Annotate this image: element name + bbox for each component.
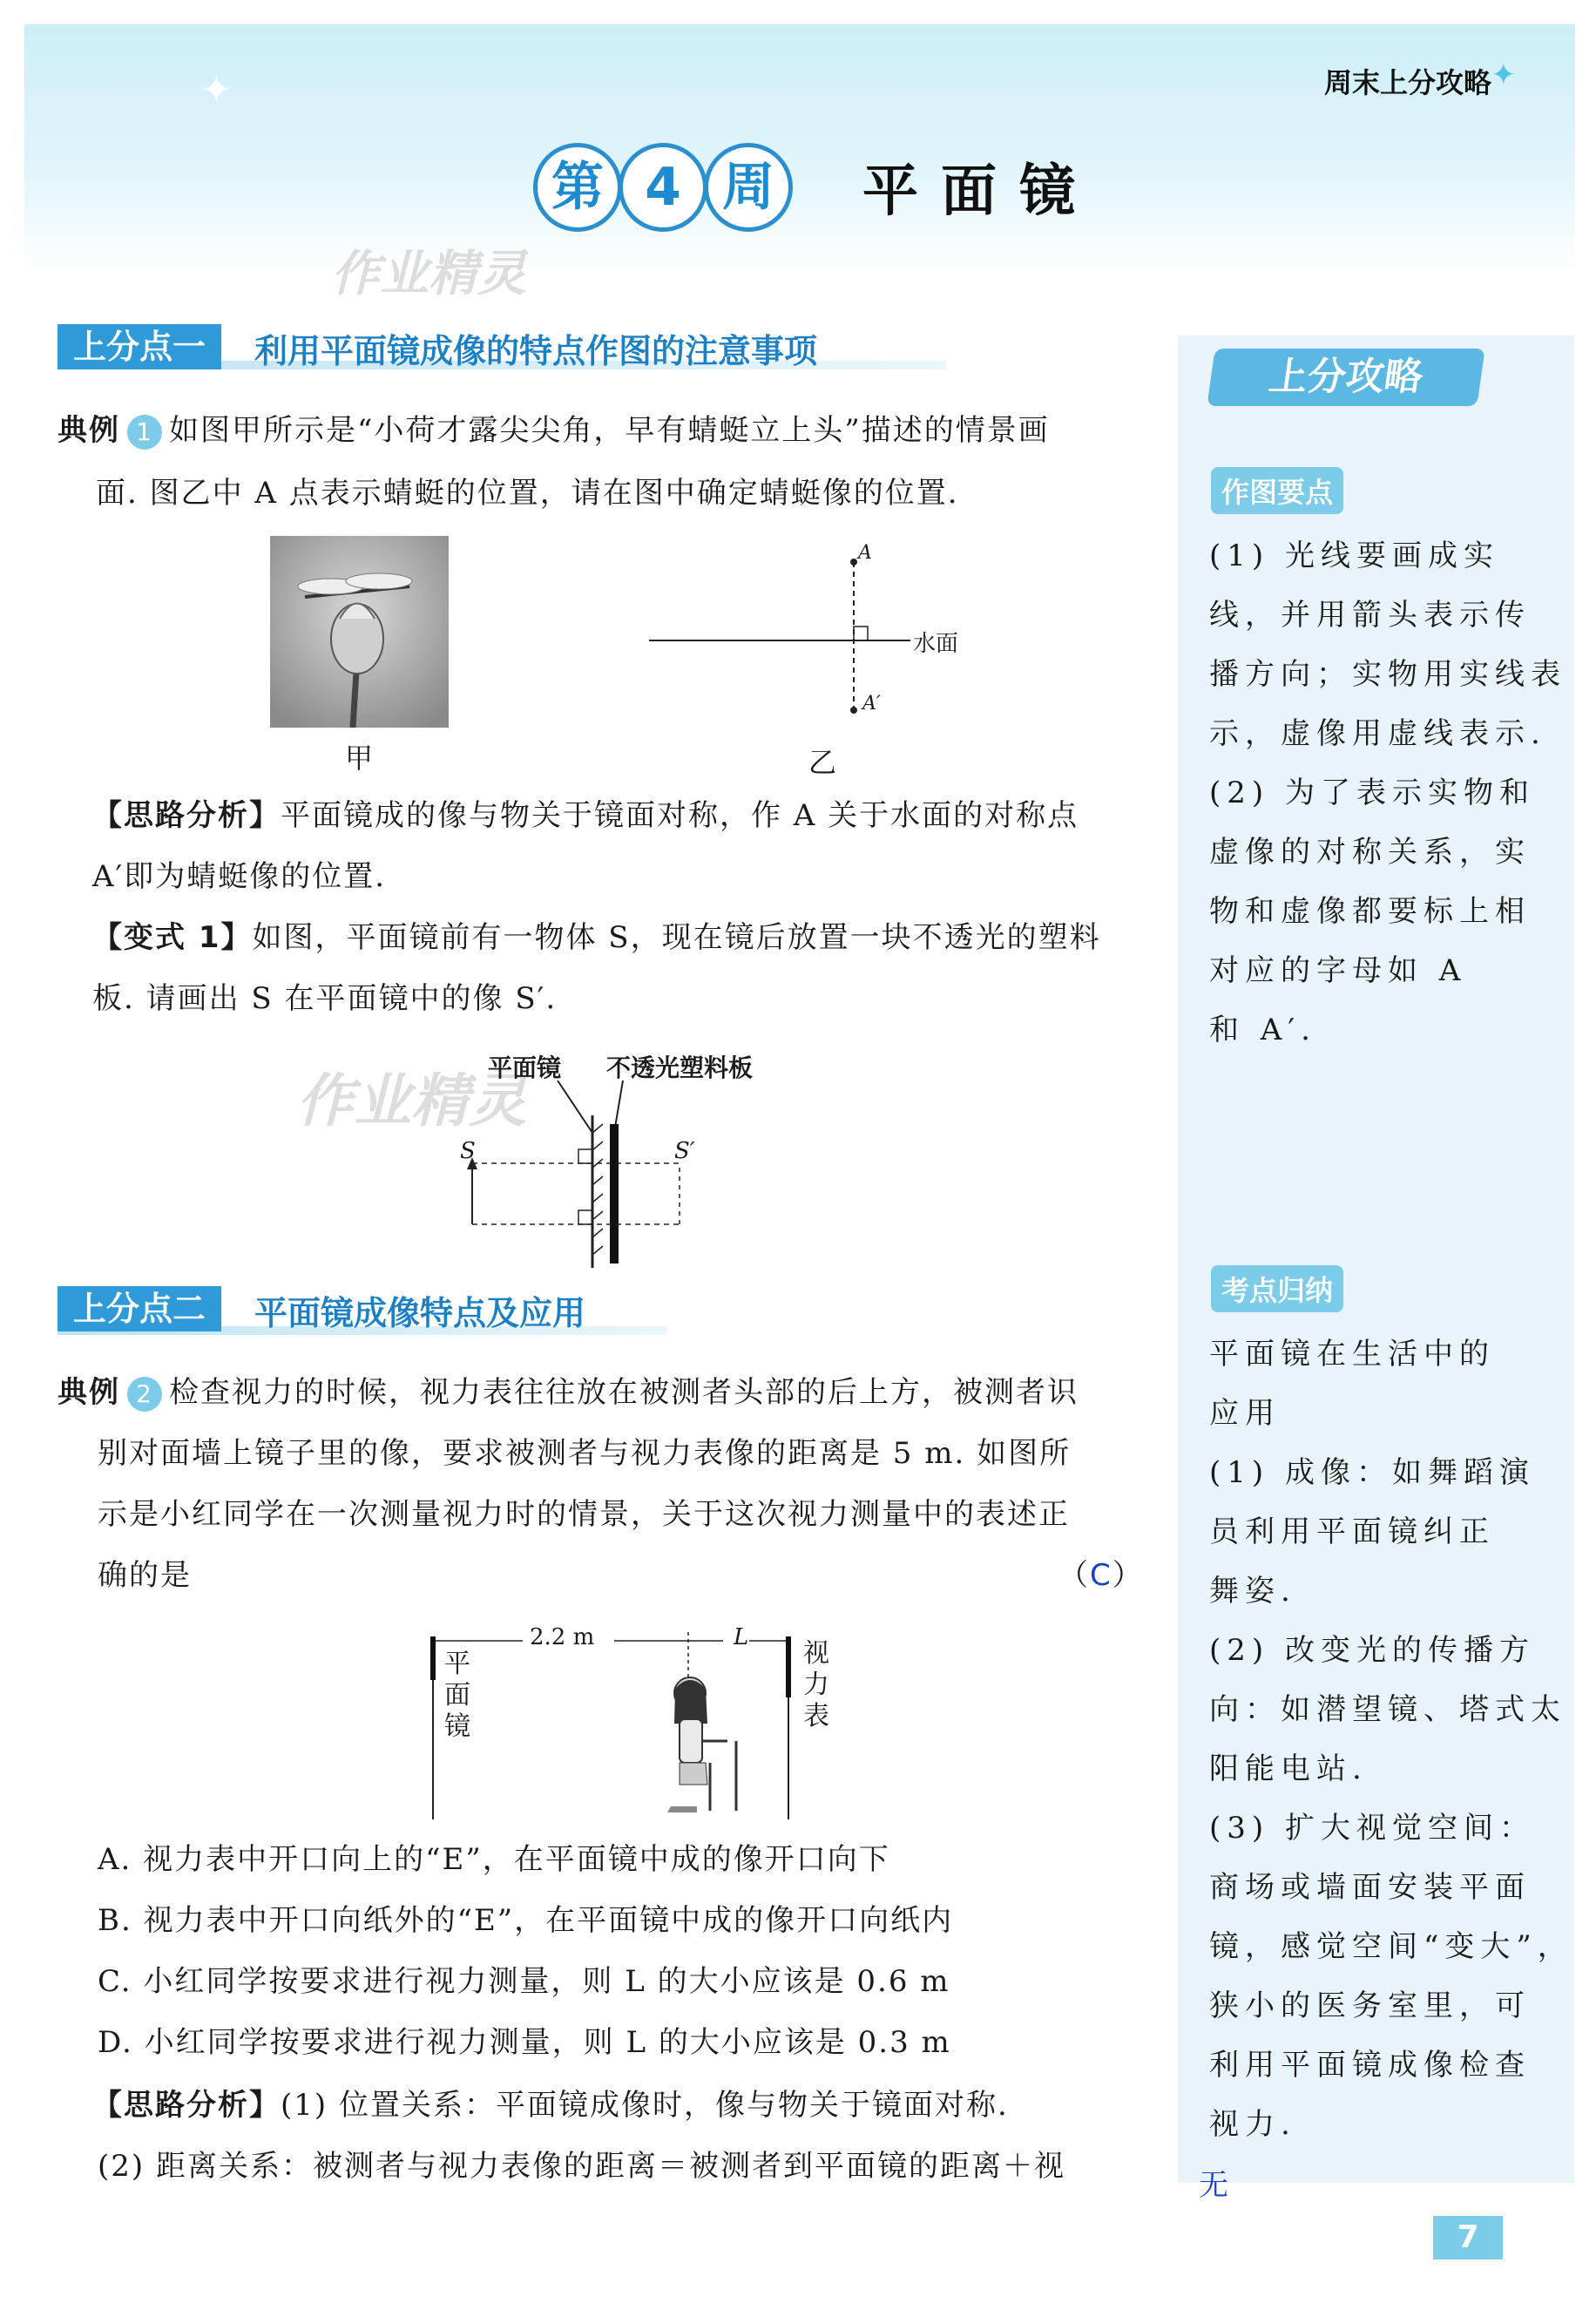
- analysis-text: 平面镜成的像与物关于镜面对称，作 A 关于水面的对称点: [281, 798, 1079, 833]
- answer-value: C: [1090, 1558, 1112, 1593]
- example2-line1: [57, 1361, 1079, 1424]
- sidebar-line: 视力.: [1209, 2107, 1296, 2142]
- sidebar-line: 舞姿.: [1209, 1574, 1296, 1609]
- sidebar-line: 员利用平面镜纠正: [1209, 1514, 1495, 1549]
- analysis-label: 【思路分析】: [92, 798, 281, 833]
- watermark: 作业精灵: [331, 246, 526, 302]
- example2-number: 2: [127, 1377, 162, 1412]
- sidebar-line: 向：如潜望镜、塔式太: [1209, 1692, 1566, 1727]
- example2-line2: 别对面墙上镜子里的像，要求被测者与视力表像的距离是 5 m. 如图所: [98, 1436, 1072, 1471]
- section1-tag: 上分点一: [57, 324, 221, 369]
- option-a: A. 视力表中开口向上的“E”，在平面镜中成的像开口向下: [98, 1842, 890, 1877]
- option-b: B. 视力表中开口向纸外的“E”，在平面镜中成的像开口向纸内: [98, 1903, 954, 1938]
- week-number-circle: 4: [619, 143, 707, 232]
- variant1-line1: [92, 906, 1101, 969]
- analysis1-line2: A′即为蜻蜓像的位置.: [92, 859, 387, 894]
- sidebar-line: (2) 改变光的传播方: [1209, 1633, 1535, 1668]
- distance-label: 2.2 m: [530, 1624, 595, 1650]
- sidebar-line: 播方向；实物用实线表: [1209, 657, 1566, 692]
- example-number: 1: [127, 415, 162, 450]
- sidebar-line: 狭小的医务室里，可: [1209, 1988, 1531, 2023]
- star-icon: ✦: [1491, 58, 1516, 92]
- sidebar-line: 对应的字母如 A: [1209, 953, 1467, 988]
- example2-label: 典例: [57, 1375, 120, 1410]
- week-prefix-circle: 第: [533, 143, 622, 232]
- example-text: 如图甲所示是“小荷才露尖尖角，早有蜻蜓立上头”描述的情景画: [169, 413, 1050, 448]
- brand-label: 周末上分攻略: [1323, 66, 1491, 99]
- handwritten-mark: 无: [1199, 2168, 1228, 2203]
- mirror-vertical-label: 平面镜: [444, 1649, 470, 1742]
- sidebar-tag-drawing-points: 作图要点: [1211, 467, 1343, 514]
- sidebar-block2: [1209, 1324, 1573, 2154]
- section2-tag: 上分点二: [57, 1286, 221, 1331]
- sparkle-icon: ✦: [200, 68, 233, 112]
- sidebar-line: 商场或墙面安装平面: [1209, 1870, 1531, 1905]
- variant1-line2: 板. 请画出 S 在平面镜中的像 S′.: [92, 981, 558, 1016]
- mirror-label: 平面镜: [488, 1053, 562, 1082]
- sidebar-line: 物和虚像都要标上相: [1209, 894, 1531, 929]
- example1-line2: 面. 图乙中 A 点表示蜻蜓的位置，请在图中确定蜻蜓像的位置.: [96, 476, 959, 511]
- analysis2-line1: [92, 2074, 1009, 2137]
- water-surface-label: 水面: [913, 631, 959, 657]
- sidebar-line: 示，虚像用虚线表示.: [1209, 716, 1546, 751]
- analysis1-line1: [92, 784, 1079, 847]
- sidebar-line: (2) 为了表示实物和: [1209, 776, 1535, 810]
- option-c: C. 小红同学按要求进行视力测量，则 L 的大小应该是 0.6 m: [98, 1964, 950, 1999]
- sidebar-line: 平面镜在生活中的: [1209, 1337, 1495, 1372]
- sidebar-line: (1) 成像：如舞蹈演: [1209, 1455, 1535, 1490]
- mirror-board-diagram: [453, 1081, 714, 1272]
- analysis2-text: (1) 位置关系：平面镜成像时，像与物关于镜面对称.: [281, 2088, 1009, 2123]
- variant-text: 如图，平面镜前有一物体 S，现在镜后放置一块不透光的塑料: [252, 920, 1101, 955]
- sidebar-line: 阳能电站.: [1209, 1751, 1368, 1786]
- analysis2-line2: (2) 距离关系：被测者与视力表像的距离＝被测者到平面镜的距离＋视: [98, 2149, 1065, 2184]
- dragonfly-photo: [270, 536, 449, 728]
- week-suffix-circle: 周: [704, 143, 793, 232]
- sidebar-line: (1) 光线要画成实: [1209, 539, 1499, 573]
- sidebar-line: 和 A′.: [1209, 1013, 1316, 1047]
- section2-title: 平面镜成像特点及应用: [254, 1294, 586, 1332]
- sidebar-line: 镜，感觉空间“变大”，: [1209, 1929, 1573, 1964]
- figure-b-caption: 乙: [808, 746, 837, 779]
- board-label: 不透光塑料板: [606, 1053, 754, 1082]
- page-number: 7: [1433, 2216, 1503, 2259]
- sidebar-badge: 上分攻略: [1207, 349, 1484, 406]
- sidebar-line: 线，并用箭头表示传: [1209, 598, 1531, 633]
- chart-vertical-label: 视力表: [803, 1638, 829, 1731]
- point-a-label: A: [858, 542, 872, 564]
- option-d: D. 小红同学按要求进行视力测量，则 L 的大小应该是 0.3 m: [98, 2025, 951, 2060]
- section1-title: 利用平面镜成像的特点作图的注意事项: [254, 332, 818, 370]
- example2-line4: 确的是: [98, 1558, 192, 1593]
- length-l-label: L: [734, 1624, 749, 1650]
- variant-label: 【变式 1】: [92, 920, 253, 955]
- watermark-2: 作业精灵: [296, 1067, 526, 1135]
- eye-test-diagram: [427, 1628, 801, 1819]
- example2-line3: 示是小红同学在一次测量视力时的情景，关于这次视力测量中的表述正: [98, 1497, 1070, 1532]
- image-s-prime-label: S′: [674, 1138, 695, 1164]
- sidebar-block1: [1209, 526, 1566, 1060]
- sidebar-line: 虚像的对称关系，实: [1209, 835, 1531, 870]
- figure-a-caption: 甲: [345, 742, 374, 775]
- sidebar-line: (3) 扩大视觉空间：: [1209, 1811, 1535, 1846]
- example1-line1: [57, 399, 1050, 462]
- sidebar-line: 应用: [1209, 1396, 1281, 1431]
- sidebar-tag-summary: 考点归纳: [1211, 1265, 1343, 1312]
- sidebar-line: 利用平面镜成像检查: [1209, 2048, 1531, 2083]
- object-s-label: S: [460, 1138, 476, 1164]
- example2-text: 检查视力的时候，视力表往往放在被测者头部的后上方，被测者识: [169, 1375, 1079, 1410]
- point-a-prime-label: A′: [862, 693, 881, 715]
- answer-open: （: [1058, 1558, 1090, 1593]
- answer-bracket: [1058, 1544, 1144, 1607]
- analysis2-label: 【思路分析】: [92, 2088, 281, 2123]
- answer-close: ）: [1112, 1558, 1144, 1593]
- page-title: 平面镜: [862, 159, 1098, 224]
- example-label: 典例: [57, 413, 120, 448]
